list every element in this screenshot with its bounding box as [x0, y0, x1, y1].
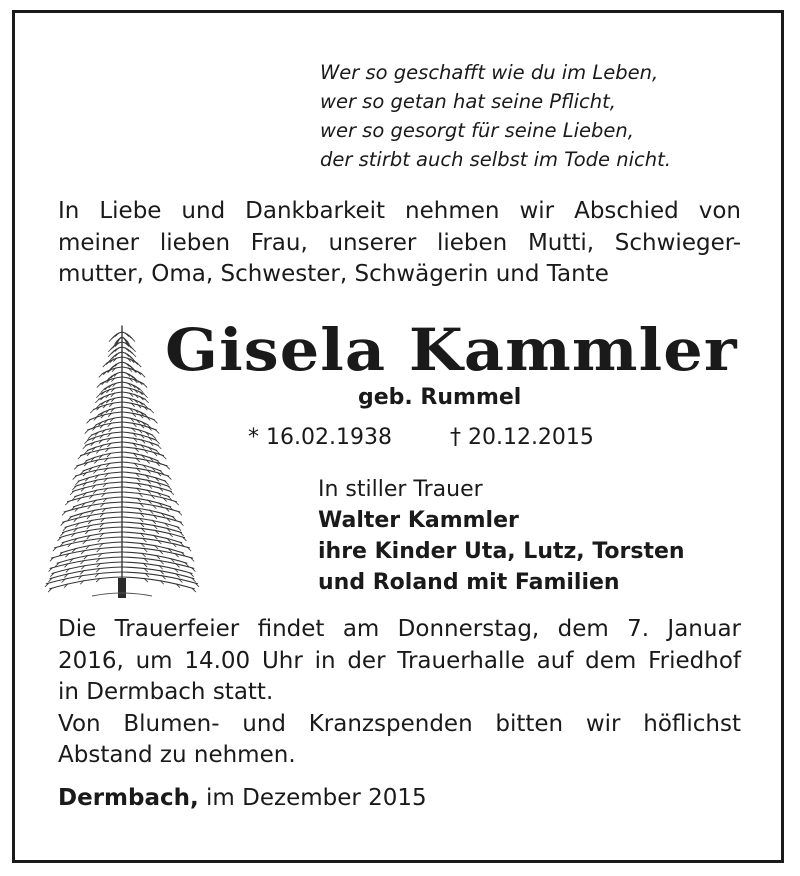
place-date	[58, 785, 427, 811]
farewell-intro	[58, 196, 741, 291]
maiden-name: geb. Rummel	[358, 385, 522, 410]
ceremony-line: in Dermbach statt.	[58, 679, 274, 705]
poem-line: wer so getan hat seine Pflicht,	[320, 90, 616, 113]
birth-date: * 16.02.1938	[248, 425, 392, 450]
intro-line: mutter, Oma, Schwester, Schwägerin und Tante	[58, 261, 609, 287]
notice-date: im Dezember 2015	[206, 785, 427, 811]
deceased-name: Gisela Kammler	[165, 316, 738, 384]
place-name: Dermbach,	[58, 785, 199, 811]
mourner-name: Walter Kammler	[318, 508, 519, 533]
intro-line: meiner lieben Frau, unserer lieben Mutti, Schwieger-	[58, 229, 741, 256]
mourners-block	[318, 474, 685, 598]
mourner-name: ihre Kinder Uta, Lutz, Torsten	[318, 539, 685, 564]
poem-line: der stirbt auch selbst im Tode nicht.	[320, 148, 671, 171]
mourner-name: und Roland mit Familien	[318, 570, 620, 595]
ceremony-info	[58, 614, 741, 772]
memorial-poem	[320, 58, 671, 174]
mourners-intro: In stiller Trauer	[318, 477, 483, 502]
poem-line: Wer so geschafft wie du im Leben,	[320, 61, 659, 84]
life-dates	[248, 425, 594, 450]
ceremony-line: Abstand zu nehmen.	[58, 742, 296, 768]
death-date: † 20.12.2015	[449, 425, 594, 450]
poem-line: wer so gesorgt für seine Lieben,	[320, 119, 634, 142]
ceremony-line: Von Blumen- und Kranzspenden bitten wir höflichst	[58, 710, 741, 737]
ceremony-line: Die Trauerfeier findet am Donnerstag, dem 7. Januar	[58, 616, 741, 642]
ceremony-line: 2016, um 14.00 Uhr in der Trauerhalle auf dem Friedhof	[58, 647, 741, 674]
intro-line: In Liebe und Dankbarkeit nehmen wir Abschied von	[58, 198, 741, 224]
